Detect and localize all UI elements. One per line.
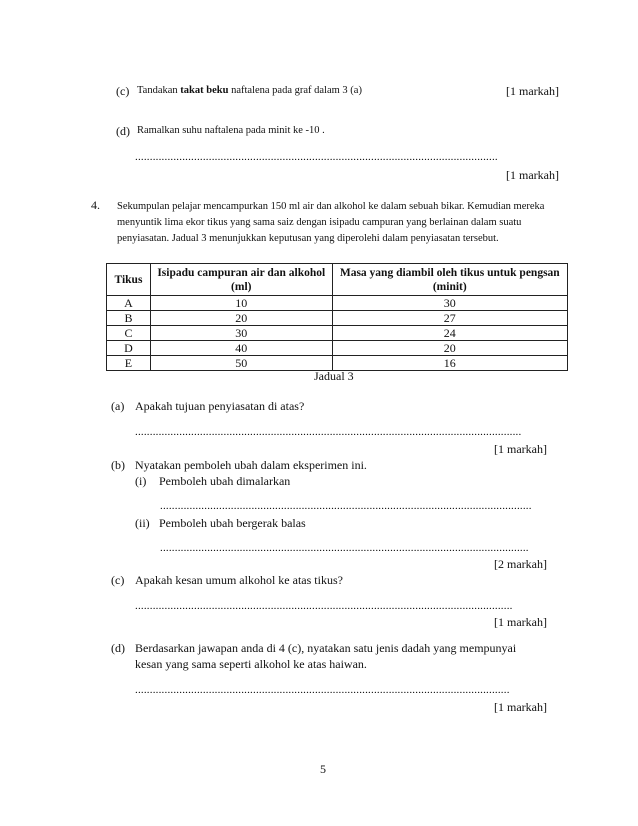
- table-cell: 40: [150, 341, 332, 356]
- table-row: [107, 311, 568, 326]
- table-cell: B: [107, 311, 151, 326]
- q4-number: 4.: [91, 198, 100, 212]
- table-cell: 30: [332, 296, 567, 311]
- q3c-text-post: naftalena pada graf dalam 3 (a): [228, 85, 362, 96]
- q4b-i-answer-line[interactable]: ..............................................................................................................................: [160, 500, 532, 512]
- q4b-ii-label: (ii): [135, 516, 150, 530]
- q4b-label: (b): [111, 458, 125, 472]
- table-cell: 50: [150, 356, 332, 371]
- q3d-label: (d): [116, 124, 130, 138]
- table-cell: 30: [150, 326, 332, 341]
- q3c-marks: [1 markah]: [506, 84, 559, 98]
- q3c-label: (c): [116, 84, 130, 98]
- page-number: 5: [320, 762, 326, 776]
- q3c-text: [137, 85, 362, 96]
- q4c-answer-line[interactable]: ................................................................................................................................: [135, 600, 513, 612]
- q4b-i-text: Pemboleh ubah dimalarkan: [159, 474, 291, 488]
- table-cell: 24: [332, 326, 567, 341]
- q4d-label: (d): [111, 641, 125, 655]
- q4a-answer-line[interactable]: ...................................................................................................................................: [135, 426, 522, 438]
- q4a-text: Apakah tujuan penyiasatan di atas?: [135, 399, 305, 413]
- q4d-answer-line[interactable]: ...............................................................................................................................: [135, 684, 510, 696]
- table-cell: 27: [332, 311, 567, 326]
- q4d-marks: [1 markah]: [494, 700, 547, 714]
- table-row: [107, 326, 568, 341]
- table-row: [107, 341, 568, 356]
- q4c-label: (c): [111, 573, 125, 587]
- q4-intro: Sekumpulan pelajar mencampurkan 150 ml air dan alkohol ke dalam sebuah bikar. Kemudian mereka menyuntik lima ekor tikus yang sama saiz dengan isipadu campuran yang berlainan dalam suatu penyiasatan. Jadual 3 menunjukkan keputusan yang diperolehi dalam penyiasatan tersebut.: [117, 201, 545, 244]
- q3d-answer-line[interactable]: ...........................................................................................................................: [135, 151, 498, 163]
- table-cell: 10: [150, 296, 332, 311]
- q4b-text: Nyatakan pemboleh ubah dalam eksperimen ini.: [135, 458, 367, 472]
- q3d-text: Ramalkan suhu naftalena pada minit ke -10 .: [137, 125, 325, 136]
- q4d-text-line1: Berdasarkan jawapan anda di 4 (c), nyatakan satu jenis dadah yang mempunyai: [135, 641, 517, 655]
- q4c-text: Apakah kesan umum alkohol ke atas tikus?: [135, 573, 343, 587]
- q4b-ii-text: Pemboleh ubah bergerak balas: [159, 516, 306, 530]
- table-caption: Jadual 3: [314, 369, 354, 383]
- table-row: [107, 296, 568, 311]
- q3c-text-bold: takat beku: [180, 85, 229, 96]
- table-header-masa: Masa yang diambil oleh tikus untuk pengsan (minit): [332, 264, 567, 296]
- q3d-marks: [1 markah]: [506, 168, 559, 182]
- table-cell: A: [107, 296, 151, 311]
- results-table: [106, 263, 568, 371]
- q3c-text-pre: Tandakan: [137, 85, 181, 96]
- table-header-isipadu: Isipadu campuran air dan alkohol (ml): [150, 264, 332, 296]
- table-cell: 16: [332, 356, 567, 371]
- table-cell: D: [107, 341, 151, 356]
- table-header-tikus: Tikus: [107, 264, 151, 296]
- q4a-label: (a): [111, 399, 125, 413]
- table-cell: 20: [332, 341, 567, 356]
- table-header-row: [107, 264, 568, 296]
- q4a-marks: [1 markah]: [494, 442, 547, 456]
- q4d-text-line2: kesan yang sama seperti alkohol ke atas haiwan.: [135, 657, 367, 671]
- q4c-marks: [1 markah]: [494, 615, 547, 629]
- table-cell: C: [107, 326, 151, 341]
- table-cell: 20: [150, 311, 332, 326]
- table-cell: E: [107, 356, 151, 371]
- q4b-i-label: (i): [135, 474, 147, 488]
- q4b-marks: [2 markah]: [494, 557, 547, 571]
- q4b-ii-answer-line[interactable]: .............................................................................................................................: [160, 542, 529, 554]
